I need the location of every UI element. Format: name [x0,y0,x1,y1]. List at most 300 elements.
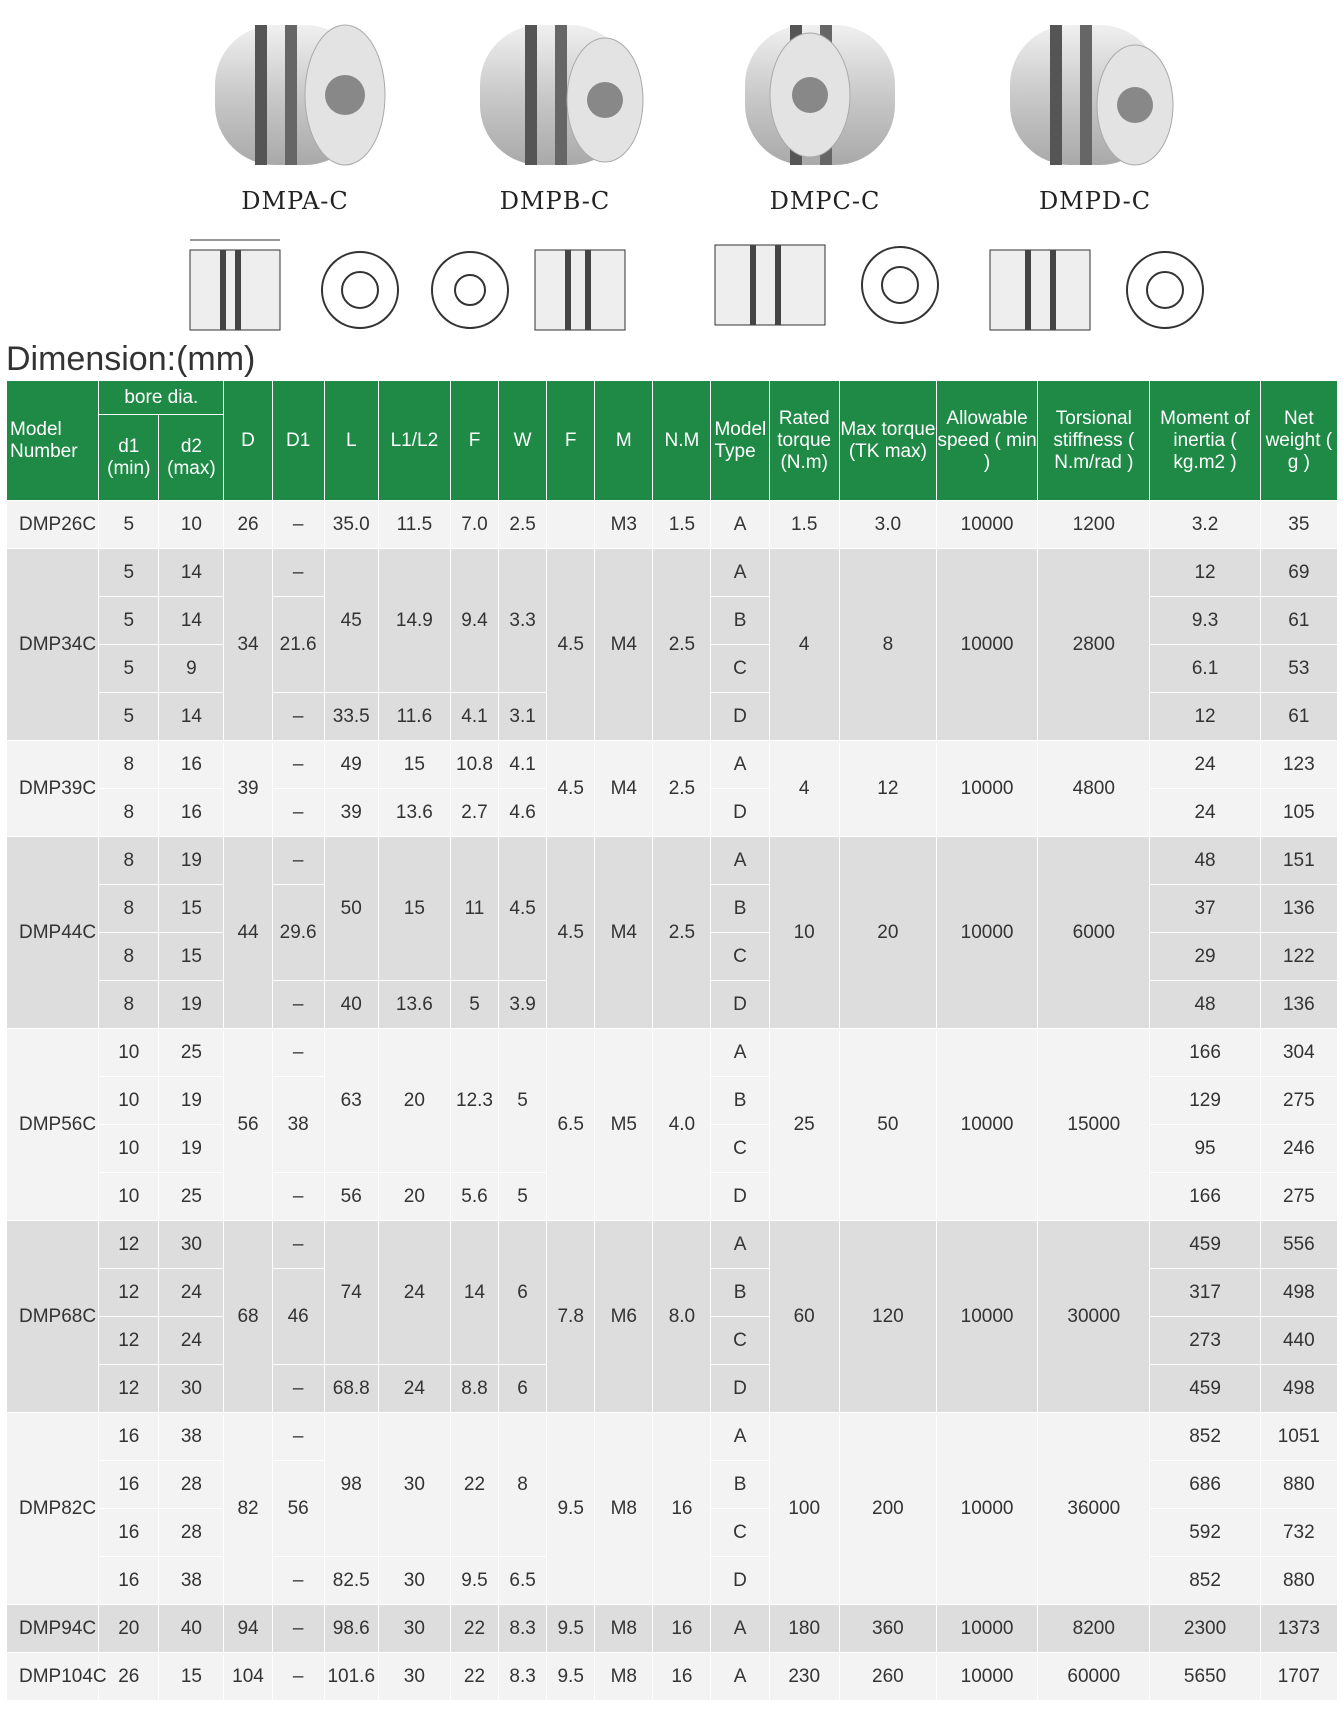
cell-F: 22 [450,1605,498,1653]
header-model-type: Model Type [711,381,769,501]
cell-NM: 16 [653,1605,711,1653]
cell-W: 6 [499,1221,547,1365]
cell-allowable-speed: 10000 [936,1413,1037,1605]
cell-allowable-speed: 10000 [936,837,1037,1029]
cell-d2: 15 [159,1653,224,1701]
cell-rated-torque: 25 [769,1029,839,1221]
cell-moment-inertia: 592 [1150,1509,1260,1557]
cell-model-type: D [711,981,769,1029]
cell-D: 68 [224,1221,272,1413]
cell-model-type: B [711,1461,769,1509]
cell-D: 94 [224,1605,272,1653]
cell-D1: – [272,1605,324,1653]
cell-d2: 30 [159,1221,224,1269]
cell-D1: 29.6 [272,885,324,981]
cell-net-weight: 880 [1260,1461,1337,1509]
cell-D1: 38 [272,1077,324,1173]
cell-F: 14 [450,1221,498,1365]
cell-moment-inertia: 9.3 [1150,597,1260,645]
cell-D1: – [272,1557,324,1605]
cell-net-weight: 880 [1260,1557,1337,1605]
cell-d1: 10 [99,1125,159,1173]
cell-M: M5 [595,1029,653,1221]
cell-torsional-stiffness: 60000 [1038,1653,1150,1701]
cell-net-weight: 440 [1260,1317,1337,1365]
cell-d2: 40 [159,1605,224,1653]
header-W: W [499,381,547,501]
cell-moment-inertia: 95 [1150,1125,1260,1173]
header-F2: F [547,381,595,501]
header-max-torque: Max torque (TK max) [839,381,936,501]
model-group [7,501,1338,549]
cell-model-type: D [711,1173,769,1221]
cell-F2: 9.5 [547,1605,595,1653]
cell-moment-inertia: 686 [1150,1461,1260,1509]
cell-model-type: C [711,1509,769,1557]
cell-L1L2: 24 [378,1221,450,1365]
cell-F2: 4.5 [547,741,595,837]
coupling-photo-icon [725,10,925,180]
table-row [7,501,1338,549]
cell-moment-inertia: 5650 [1150,1653,1260,1701]
cell-F2: 7.8 [547,1221,595,1413]
cell-L: 33.5 [324,693,378,741]
cell-L1L2: 30 [378,1605,450,1653]
cell-F: 10.8 [450,741,498,789]
product-name: DMPD-C [1038,187,1152,215]
cell-M: M6 [595,1221,653,1413]
table-row [7,837,1338,885]
table-row [7,1653,1338,1701]
cell-moment-inertia: 6.1 [1150,645,1260,693]
cell-d2: 15 [159,885,224,933]
cell-net-weight: 304 [1260,1029,1337,1077]
cell-d2: 16 [159,741,224,789]
header-moment-inertia: Moment of inertia ( kg.m2 ) [1150,381,1260,501]
cell-net-weight: 1707 [1260,1653,1337,1701]
cell-max-torque: 260 [839,1653,936,1701]
cell-D1: – [272,981,324,1029]
cell-L: 45 [324,549,378,693]
cell-d1: 10 [99,1173,159,1221]
cell-d1: 12 [99,1317,159,1365]
cell-F: 22 [450,1413,498,1557]
cell-d2: 19 [159,837,224,885]
cell-max-torque: 8 [839,549,936,741]
cell-L: 40 [324,981,378,1029]
model-group [7,741,1338,837]
cell-d1: 5 [99,693,159,741]
cell-D1: 21.6 [272,597,324,693]
cell-L1L2: 30 [378,1653,450,1701]
cell-model-type: B [711,1269,769,1317]
cell-model-type: A [711,549,769,597]
cell-model-number: DMP39C [7,741,99,837]
cell-net-weight: 246 [1260,1125,1337,1173]
cell-model-type: A [711,1413,769,1461]
cell-M: M8 [595,1413,653,1605]
header-rated-torque: Rated torque (N.m) [769,381,839,501]
header-allowable-speed: Allowable speed ( min ) [936,381,1037,501]
dimension-title: Dimension:(mm) [6,340,256,378]
cell-model-type: A [711,1605,769,1653]
cell-D1: – [272,1365,324,1413]
cell-L: 63 [324,1029,378,1173]
cell-d2: 24 [159,1269,224,1317]
cell-D: 104 [224,1653,272,1701]
cell-W: 5 [499,1173,547,1221]
table-header [7,381,1338,501]
cell-F: 22 [450,1653,498,1701]
cell-W: 8 [499,1413,547,1557]
cell-net-weight: 151 [1260,837,1337,885]
cell-F: 12.3 [450,1029,498,1173]
header-bore-dia: bore dia. [99,381,224,415]
cell-d2: 24 [159,1317,224,1365]
cell-d1: 8 [99,981,159,1029]
cell-net-weight: 498 [1260,1365,1337,1413]
cell-D: 82 [224,1413,272,1605]
cell-torsional-stiffness: 36000 [1038,1413,1150,1605]
cell-F2: 4.5 [547,549,595,741]
cell-moment-inertia: 166 [1150,1029,1260,1077]
spec-table [6,380,1338,1701]
cell-moment-inertia: 12 [1150,549,1260,597]
cell-d2: 9 [159,645,224,693]
cell-F: 9.5 [450,1557,498,1605]
table-row [7,1221,1338,1269]
cell-moment-inertia: 48 [1150,837,1260,885]
cell-moment-inertia: 459 [1150,1365,1260,1413]
cell-max-torque: 50 [839,1029,936,1221]
cell-moment-inertia: 166 [1150,1173,1260,1221]
cell-d1: 8 [99,885,159,933]
cell-L1L2: 30 [378,1557,450,1605]
cell-model-type: A [711,837,769,885]
cell-d1: 5 [99,645,159,693]
cell-L1L2: 14.9 [378,549,450,693]
header-d1: d1 (min) [99,415,159,501]
cell-torsional-stiffness: 2800 [1038,549,1150,741]
cell-model-type: A [711,1653,769,1701]
cell-net-weight: 105 [1260,789,1337,837]
product-gallery [0,0,1343,350]
cell-W: 3.9 [499,981,547,1029]
cell-D1: – [272,693,324,741]
cell-F: 2.7 [450,789,498,837]
cell-D: 26 [224,501,272,549]
cell-model-type: C [711,645,769,693]
cell-d2: 14 [159,693,224,741]
cell-model-type: B [711,1077,769,1125]
cell-L1L2: 20 [378,1029,450,1173]
cell-model-type: C [711,1125,769,1173]
cell-rated-torque: 10 [769,837,839,1029]
cell-net-weight: 61 [1260,693,1337,741]
cell-net-weight: 35 [1260,501,1337,549]
cell-D: 34 [224,549,272,741]
cell-allowable-speed: 10000 [936,1029,1037,1221]
cell-F: 7.0 [450,501,498,549]
cell-F2: 9.5 [547,1653,595,1701]
coupling-photo-icon [995,10,1195,180]
cell-max-torque: 20 [839,837,936,1029]
header-D: D [224,381,272,501]
cell-max-torque: 3.0 [839,501,936,549]
product-dmpb-c [425,0,685,350]
header-torsional-stiffness: Torsional stiffness ( N.m/rad ) [1038,381,1150,501]
cell-model-type: D [711,1557,769,1605]
cell-L1L2: 24 [378,1365,450,1413]
cell-d2: 25 [159,1029,224,1077]
cell-moment-inertia: 317 [1150,1269,1260,1317]
cell-W: 5 [499,1029,547,1173]
cell-model-type: A [711,1029,769,1077]
cell-d2: 15 [159,933,224,981]
cell-F: 11 [450,837,498,981]
cell-rated-torque: 4 [769,741,839,837]
cell-d1: 8 [99,741,159,789]
cell-allowable-speed: 10000 [936,1221,1037,1413]
cell-d2: 16 [159,789,224,837]
technical-drawing-icon [425,225,685,345]
cell-W: 3.3 [499,549,547,693]
cell-D1: – [272,1029,324,1077]
cell-model-number: DMP26C [7,501,99,549]
cell-d1: 5 [99,597,159,645]
cell-net-weight: 275 [1260,1173,1337,1221]
table-row [7,1029,1338,1077]
product-dmpd-c [965,0,1225,350]
cell-NM: 8.0 [653,1221,711,1413]
cell-L: 98.6 [324,1605,378,1653]
cell-model-type: A [711,1221,769,1269]
cell-model-type: A [711,741,769,789]
header-model-number: Model Number [7,381,99,501]
cell-model-type: B [711,597,769,645]
technical-drawing-icon [165,225,425,345]
cell-torsional-stiffness: 1200 [1038,501,1150,549]
cell-L1L2: 15 [378,837,450,981]
cell-allowable-speed: 10000 [936,1653,1037,1701]
cell-d2: 19 [159,981,224,1029]
cell-max-torque: 200 [839,1413,936,1605]
cell-d2: 30 [159,1365,224,1413]
cell-d1: 12 [99,1221,159,1269]
coupling-photo-icon [195,10,395,180]
cell-model-type: D [711,1365,769,1413]
cell-net-weight: 556 [1260,1221,1337,1269]
model-group [7,1221,1338,1413]
cell-F: 9.4 [450,549,498,693]
cell-rated-torque: 4 [769,549,839,741]
cell-model-number: DMP56C [7,1029,99,1221]
cell-L: 82.5 [324,1557,378,1605]
cell-net-weight: 1373 [1260,1605,1337,1653]
cell-max-torque: 12 [839,741,936,837]
cell-moment-inertia: 12 [1150,693,1260,741]
cell-NM: 16 [653,1413,711,1605]
cell-L: 39 [324,789,378,837]
cell-D1: – [272,1653,324,1701]
cell-d1: 16 [99,1461,159,1509]
cell-L: 56 [324,1173,378,1221]
cell-NM: 16 [653,1653,711,1701]
cell-max-torque: 120 [839,1221,936,1413]
cell-M: M8 [595,1605,653,1653]
cell-net-weight: 1051 [1260,1413,1337,1461]
cell-F2: 4.5 [547,837,595,1029]
cell-M: M4 [595,741,653,837]
cell-rated-torque: 230 [769,1653,839,1701]
product-name: DMPC-C [769,187,881,215]
cell-model-number: DMP44C [7,837,99,1029]
cell-model-type: C [711,1317,769,1365]
cell-d2: 10 [159,501,224,549]
cell-L1L2: 13.6 [378,981,450,1029]
cell-rated-torque: 100 [769,1413,839,1605]
product-name: DMPA-C [241,187,349,215]
cell-moment-inertia: 459 [1150,1221,1260,1269]
header-F: F [450,381,498,501]
cell-W: 6 [499,1365,547,1413]
cell-L: 98 [324,1413,378,1557]
cell-D: 56 [224,1029,272,1221]
cell-allowable-speed: 10000 [936,501,1037,549]
cell-L1L2: 20 [378,1173,450,1221]
cell-d2: 38 [159,1413,224,1461]
cell-NM: 1.5 [653,501,711,549]
cell-M: M4 [595,837,653,1029]
cell-moment-inertia: 2300 [1150,1605,1260,1653]
cell-torsional-stiffness: 30000 [1038,1221,1150,1413]
cell-torsional-stiffness: 8200 [1038,1605,1150,1653]
table-row [7,1605,1338,1653]
header-L1L2: L1/L2 [378,381,450,501]
cell-L: 68.8 [324,1365,378,1413]
cell-W: 8.3 [499,1605,547,1653]
cell-d1: 26 [99,1653,159,1701]
cell-L: 50 [324,837,378,981]
cell-moment-inertia: 24 [1150,741,1260,789]
table-row [7,741,1338,789]
cell-d2: 28 [159,1461,224,1509]
cell-d1: 10 [99,1077,159,1125]
cell-moment-inertia: 273 [1150,1317,1260,1365]
header-L: L [324,381,378,501]
cell-d1: 8 [99,837,159,885]
cell-model-number: DMP68C [7,1221,99,1413]
model-group [7,1653,1338,1701]
cell-model-type: D [711,693,769,741]
cell-model-type: B [711,885,769,933]
cell-net-weight: 275 [1260,1077,1337,1125]
cell-F: 5.6 [450,1173,498,1221]
cell-W: 4.5 [499,837,547,981]
cell-net-weight: 53 [1260,645,1337,693]
cell-D1: – [272,837,324,885]
cell-net-weight: 732 [1260,1509,1337,1557]
cell-allowable-speed: 10000 [936,741,1037,837]
cell-D: 39 [224,741,272,837]
cell-model-number: DMP104C [7,1653,99,1701]
model-group [7,1605,1338,1653]
cell-net-weight: 123 [1260,741,1337,789]
cell-F: 5 [450,981,498,1029]
cell-NM: 2.5 [653,549,711,741]
cell-d1: 5 [99,549,159,597]
cell-L1L2: 15 [378,741,450,789]
header-NM: N.M [653,381,711,501]
cell-D1: – [272,501,324,549]
cell-F2: 9.5 [547,1413,595,1605]
cell-D1: – [272,1221,324,1269]
cell-net-weight: 136 [1260,885,1337,933]
cell-torsional-stiffness: 15000 [1038,1029,1150,1221]
cell-torsional-stiffness: 6000 [1038,837,1150,1029]
product-dmpa-c [165,0,425,350]
cell-D1: – [272,1173,324,1221]
header-D1: D1 [272,381,324,501]
cell-W: 6.5 [499,1557,547,1605]
cell-L: 101.6 [324,1653,378,1701]
cell-d1: 12 [99,1269,159,1317]
cell-D: 44 [224,837,272,1029]
cell-L: 74 [324,1221,378,1365]
cell-F: 8.8 [450,1365,498,1413]
cell-d2: 28 [159,1509,224,1557]
coupling-photo-icon [455,10,655,180]
cell-rated-torque: 1.5 [769,501,839,549]
cell-moment-inertia: 852 [1150,1413,1260,1461]
technical-drawing-icon [695,225,955,345]
cell-W: 2.5 [499,501,547,549]
cell-D1: 46 [272,1269,324,1365]
header-M: M [595,381,653,501]
cell-L1L2: 11.5 [378,501,450,549]
cell-NM: 2.5 [653,741,711,837]
header-net-weight: Net weight ( g ) [1260,381,1337,501]
model-group [7,549,1338,741]
table-row [7,1413,1338,1461]
cell-d2: 19 [159,1125,224,1173]
cell-D1: – [272,789,324,837]
cell-F: 4.1 [450,693,498,741]
cell-moment-inertia: 852 [1150,1557,1260,1605]
cell-allowable-speed: 10000 [936,1605,1037,1653]
cell-d2: 14 [159,597,224,645]
cell-M: M4 [595,549,653,741]
cell-W: 4.1 [499,741,547,789]
model-group [7,1413,1338,1605]
cell-d1: 12 [99,1365,159,1413]
cell-max-torque: 360 [839,1605,936,1653]
cell-torsional-stiffness: 4800 [1038,741,1150,837]
cell-F2: 6.5 [547,1029,595,1221]
technical-drawing-icon [965,225,1225,345]
cell-net-weight: 136 [1260,981,1337,1029]
cell-M: M8 [595,1653,653,1701]
cell-moment-inertia: 24 [1150,789,1260,837]
product-dmpc-c [695,0,955,350]
cell-moment-inertia: 129 [1150,1077,1260,1125]
cell-W: 3.1 [499,693,547,741]
header-d2: d2 (max) [159,415,224,501]
cell-model-number: DMP34C [7,549,99,741]
cell-L1L2: 13.6 [378,789,450,837]
cell-d1: 8 [99,789,159,837]
cell-d2: 19 [159,1077,224,1125]
